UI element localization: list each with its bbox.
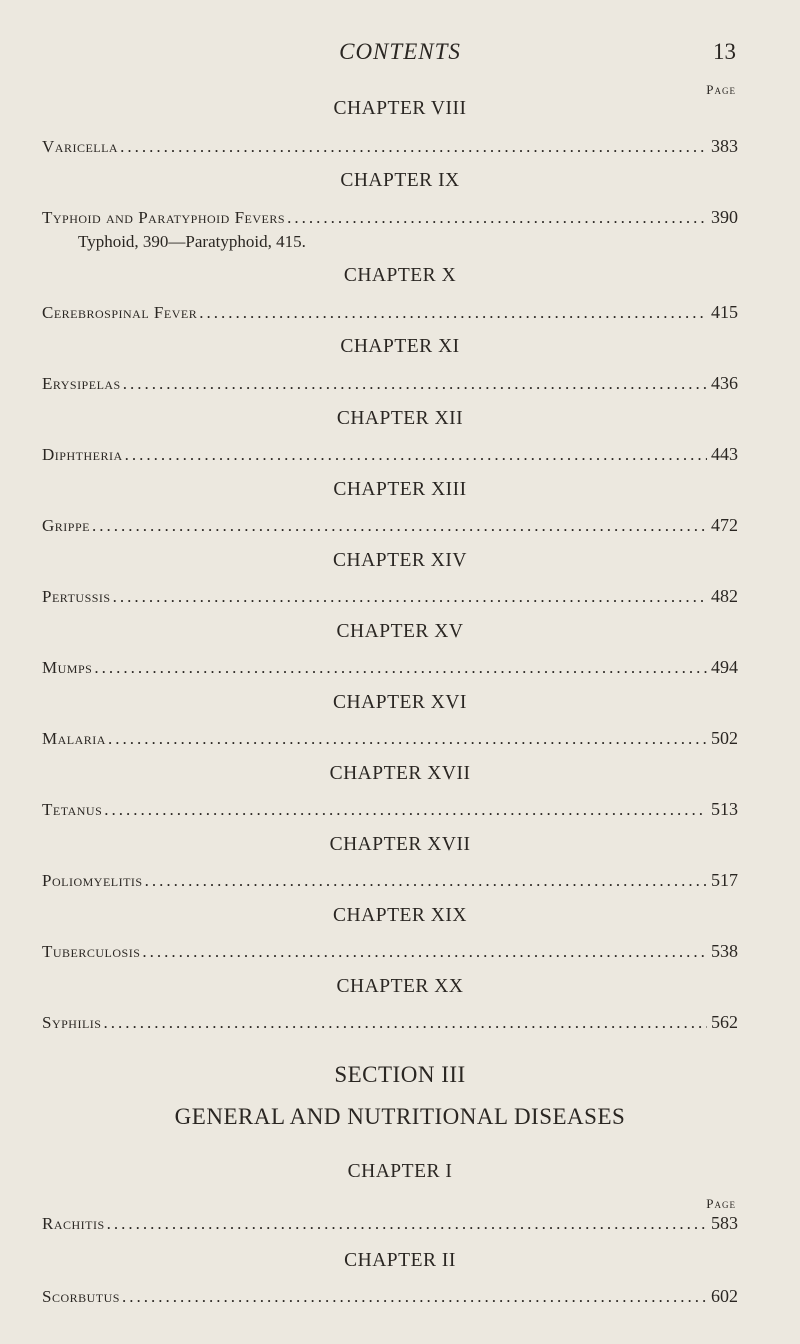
section-title: GENERAL AND NUTRITIONAL DISEASES	[174, 1104, 626, 1129]
chapter-heading: CHAPTER XV	[336, 621, 464, 642]
entry-page: 415	[711, 302, 738, 322]
toc-subentry: Typhoid, 390—Paratyphoid, 415.	[78, 232, 306, 251]
entry-title: Pertussis	[42, 587, 111, 606]
dot-leader	[145, 871, 707, 891]
page-column-label: Page	[706, 1196, 736, 1211]
toc-entry[interactable]	[42, 586, 738, 607]
dot-leader	[120, 137, 707, 157]
toc-entry[interactable]	[42, 207, 738, 228]
toc-entry[interactable]	[42, 1286, 738, 1307]
toc-entry[interactable]	[42, 136, 738, 157]
entry-page: 383	[711, 136, 738, 156]
toc-entry[interactable]	[42, 1213, 738, 1234]
entry-page: 517	[711, 870, 738, 890]
entry-page: 494	[711, 657, 738, 677]
toc-entry[interactable]	[42, 444, 738, 465]
entry-title: Scorbutus	[42, 1287, 120, 1306]
entry-page: 513	[711, 799, 738, 819]
dot-leader	[199, 303, 707, 323]
dot-leader	[108, 729, 707, 749]
chapter-heading: CHAPTER X	[343, 265, 457, 286]
chapter-heading: CHAPTER I	[347, 1161, 453, 1182]
toc-entry[interactable]	[42, 373, 738, 394]
entry-title: Cerebrospinal Fever	[42, 303, 198, 322]
entry-title: Grippe	[42, 516, 90, 535]
chapter-heading: CHAPTER IX	[340, 170, 460, 191]
chapter-heading: CHAPTER XI	[340, 336, 460, 357]
dot-leader	[287, 208, 707, 228]
page-number: 13	[713, 39, 736, 64]
entry-page: 390	[711, 207, 738, 227]
dot-leader	[113, 587, 707, 607]
toc-entry[interactable]	[42, 799, 738, 820]
chapter-heading: CHAPTER XIV	[333, 550, 467, 571]
chapter-heading: CHAPTER XVII	[329, 763, 471, 784]
dot-leader	[125, 445, 707, 465]
entry-title: Poliomyelitis	[42, 871, 143, 890]
dot-leader	[122, 1287, 707, 1307]
toc-entry[interactable]	[42, 941, 738, 962]
dot-leader	[123, 374, 707, 394]
entry-title: Varicella	[42, 137, 119, 156]
entry-title: Mumps	[42, 658, 93, 677]
chapter-heading: CHAPTER XX	[336, 976, 464, 997]
chapter-heading: CHAPTER VIII	[333, 98, 467, 119]
entry-page: 562	[711, 1012, 738, 1032]
entry-title: Syphilis	[42, 1013, 102, 1032]
toc-entry[interactable]	[42, 870, 738, 891]
dot-leader	[92, 516, 707, 536]
entry-title: Typhoid and Paratyphoid Fevers	[42, 208, 286, 227]
toc-entry[interactable]	[42, 1012, 738, 1033]
toc-entry[interactable]	[42, 302, 738, 323]
running-header-title: CONTENTS	[339, 39, 461, 64]
entry-page: 436	[711, 373, 738, 393]
toc-entry[interactable]	[42, 657, 738, 678]
entry-title: Erysipelas	[42, 374, 121, 393]
entry-title: Tetanus	[42, 800, 103, 819]
chapter-heading: CHAPTER XII	[336, 408, 464, 429]
page-column-label: Page	[706, 82, 736, 97]
entry-page: 472	[711, 515, 738, 535]
entry-title: Malaria	[42, 729, 106, 748]
chapter-heading: CHAPTER XVI	[333, 692, 467, 713]
chapter-heading: CHAPTER XIII	[333, 479, 467, 500]
entry-title: Rachitis	[42, 1214, 105, 1233]
entry-title: Diphtheria	[42, 445, 123, 464]
dot-leader	[107, 1214, 707, 1234]
chapter-heading: CHAPTER XVII	[329, 834, 471, 855]
entry-page: 482	[711, 586, 738, 606]
dot-leader	[94, 658, 707, 678]
chapter-heading: CHAPTER II	[344, 1250, 456, 1271]
entry-page: 602	[711, 1286, 738, 1306]
chapter-heading: CHAPTER XIX	[333, 905, 467, 926]
section-heading: SECTION III	[334, 1062, 466, 1087]
toc-entry[interactable]	[42, 515, 738, 536]
dot-leader	[142, 942, 707, 962]
dot-leader	[103, 1013, 707, 1033]
entry-page: 538	[711, 941, 738, 961]
dot-leader	[104, 800, 707, 820]
entry-page: 502	[711, 728, 738, 748]
entry-page: 583	[711, 1213, 738, 1233]
entry-page: 443	[711, 444, 738, 464]
entry-title: Tuberculosis	[42, 942, 141, 961]
toc-entry[interactable]	[42, 728, 738, 749]
